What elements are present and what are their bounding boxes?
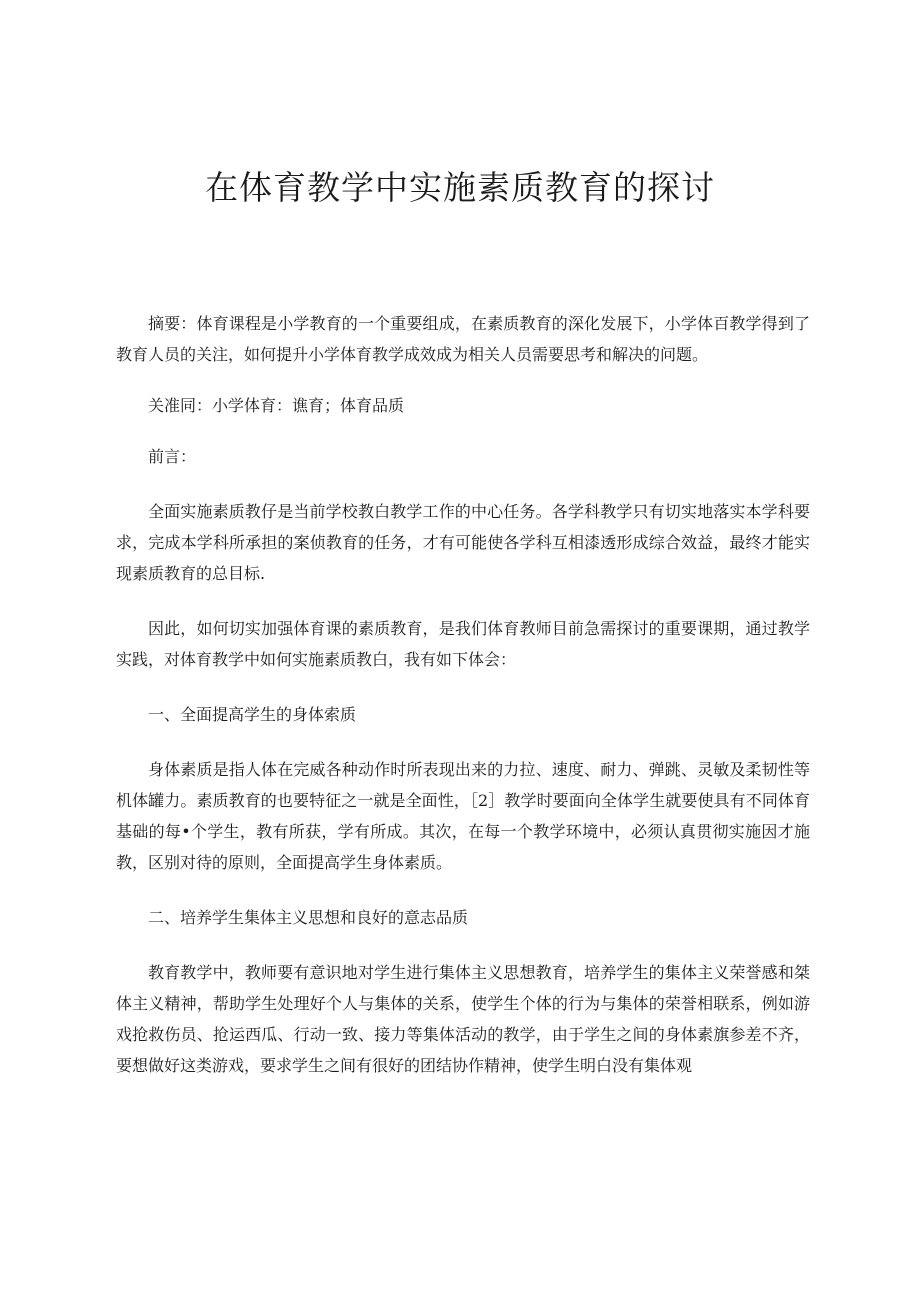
- section-heading-1: 一、全面提高学生的身体索质: [148, 705, 357, 724]
- keywords-line: 关准同：小学体育：谯育；体育品质: [148, 396, 405, 415]
- body-paragraph-3: 身体素质是指人体在完威各种动作时所表现出来的力拉、速度、耐力、弹跳、灵敏及柔韧性等机体罐力。素质教育的也要特征之一就是全面性，［2］教学时要面向全体学生就要使具有不同体育基础的每•个学生，教有所获，学有所成。其次，在每一个教学环境中，必须认真贯彻实施因才施教，区别对待的原则，全面提高学生身体素质。: [116, 760, 810, 872]
- page-title: 在体育教学中实施素质教育的探讨: [205, 168, 715, 207]
- section-heading-2: 二、培养学生集体主义思想和良好的意志品质: [148, 908, 469, 927]
- document-body: [116, 308, 810, 1081]
- body-paragraph-1: 全面实施素质教仔是当前学校教白教学工作的中心任务。各学科教学只有切实地落实本学科要求，完成本学科所承担的案侦教育的任务，才有可能使各学科互相漆透形成综合效益，最终才能实现素质教育的总目标.: [116, 502, 810, 583]
- abstract-paragraph: 摘要：体育课程是小学教育的一个重要组成，在素质教育的深化发展下，小学体百教学得到了教育人员的关注，如何提升小学体育教学成效成为相关人员需要思考和解决的问题。: [116, 314, 810, 364]
- preface-label: 前言：: [148, 447, 197, 466]
- body-paragraph-2: 因此，如何切实加强体育课的素质教育，是我们体育教师目前急需探讨的重要课期，通过教学实践，对体育教学中如何实施素质教白，我有如下体会：: [116, 619, 810, 669]
- body-paragraph-4: 教育教学中，教师要有意识地对学生进行集体主义思想教育，培养学生的集体主义荣誉感和桀体主义精神，帮助学生处理好个人与集体的关系，使学生个体的行为与集体的荣誉相联系，例如游戏抢救伤员、抢运西瓜、行动一致、接力等集体活动的教学，由于学生之间的身体素旗参差不齐，要想做好这类游戏，要求学生之间有很好的团结协作精神，使学生明白没有集体观: [116, 963, 810, 1075]
